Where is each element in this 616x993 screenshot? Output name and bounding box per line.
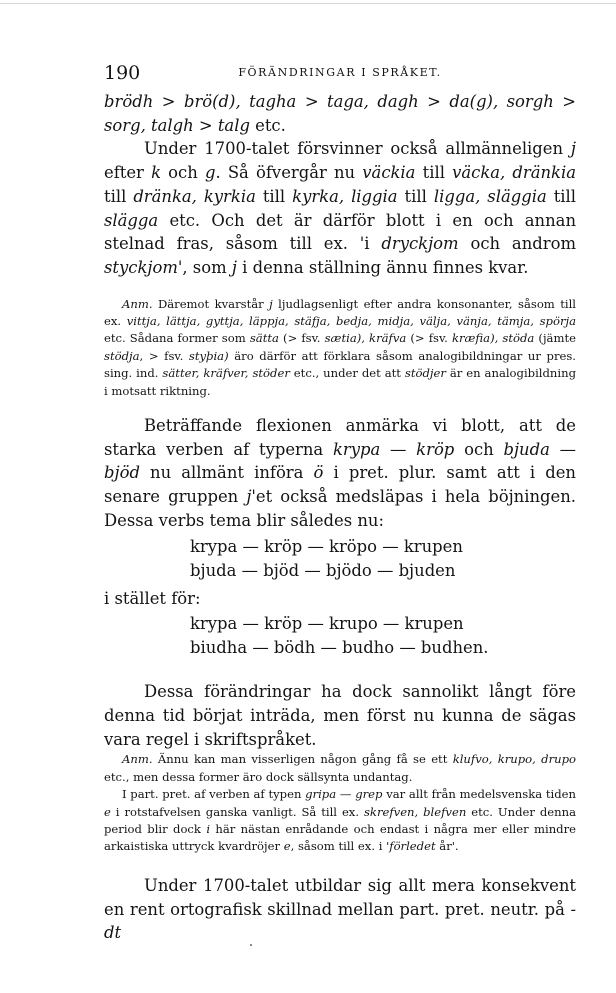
text-run: > xyxy=(418,92,450,111)
paragraph xyxy=(104,414,576,533)
italic-run: k xyxy=(151,163,161,183)
footnote-remark xyxy=(104,296,576,400)
paradigm-line: krypa — kröp — kröpo — krupen xyxy=(190,536,463,556)
paragraph xyxy=(104,137,576,279)
italic-run: Anm. xyxy=(122,296,153,311)
footnote-remark xyxy=(104,786,576,856)
italic-run: -dt xyxy=(104,899,576,943)
page-header xyxy=(104,60,576,84)
italic-run: förledet xyxy=(389,839,436,854)
paradigm-line: krypa — kröp — krupo — krupen xyxy=(190,614,464,634)
text-run: , såsom till ex. i ' xyxy=(290,839,390,854)
italic-run: bjuda xyxy=(503,439,550,459)
paragraph xyxy=(104,680,576,751)
text-run: (jämte xyxy=(534,331,576,346)
text-run: och xyxy=(454,439,504,459)
footnote-remark xyxy=(104,751,576,786)
italic-run: da(g), sorgh xyxy=(449,92,554,111)
text-run: ', som xyxy=(177,257,232,277)
italic-run: styþia) xyxy=(188,348,229,363)
text-run: > xyxy=(193,115,218,135)
paradigm-line: bjuda — bjöd — bjödo — bjuden xyxy=(190,560,456,580)
text-run: till xyxy=(104,186,134,206)
verb-paradigm-old xyxy=(190,612,576,660)
text-run: — xyxy=(380,439,417,459)
instead-label: i stället för: xyxy=(104,588,201,608)
paragraph xyxy=(104,90,576,137)
text-run: år'. xyxy=(435,839,459,854)
text-run: ljudlagsenligt efter andra konsonanter, såsom till ex. xyxy=(104,296,576,329)
text-run: nu allmänt införa xyxy=(139,463,314,483)
italic-run: sætia), kräfva xyxy=(324,331,407,346)
verb-paradigm-new xyxy=(190,535,576,583)
italic-run: slägga xyxy=(104,210,159,230)
italic-run: kyrka, liggia xyxy=(292,186,398,206)
paragraph xyxy=(104,874,576,945)
text-run: (> fsv. xyxy=(278,331,325,346)
text-run: , > fsv. xyxy=(139,348,189,363)
text-run: i denna ställning ännu finnes kvar. xyxy=(236,257,529,277)
italic-run: e xyxy=(104,804,111,819)
text-run: Ännu kan man visserligen någon gång få se ett xyxy=(152,752,453,767)
italic-run: sätter, kräfver, stöder xyxy=(162,366,290,381)
text-run: är en analogibildning i motsatt riktning. xyxy=(104,366,576,398)
italic-run: j xyxy=(246,487,252,507)
text-run: . Så öfvergår nu xyxy=(215,163,363,183)
text-run: i pret. plur. samt att i den senare gruppen xyxy=(104,463,576,507)
italic-run: bjöd xyxy=(104,463,140,483)
italic-run: dränka, kyrkia xyxy=(133,186,256,206)
italic-run: i xyxy=(206,822,211,837)
text-run: var allt från medelsvenska tiden xyxy=(382,787,576,802)
italic-run: taga, dagh xyxy=(327,92,419,111)
text-run: 'et också medsläpas i hela böjningen. Dessa verbs tema blir således nu: xyxy=(104,487,576,530)
text-run: till xyxy=(255,186,293,206)
text-run: Under 1700-talet utbildar sig allt mera konsekvent en rent ortografisk skillnad mellan part. pret. neutr. på xyxy=(104,875,576,919)
text-run: I part. pret. af verben af typen xyxy=(122,787,306,802)
text-run: till xyxy=(415,163,453,183)
italic-run: grep xyxy=(355,787,383,802)
text-run: efter xyxy=(104,163,152,183)
running-head: FÖRÄNDRINGAR I SPRÅKET. xyxy=(238,66,442,79)
italic-run: skrefven, blefven xyxy=(363,804,467,819)
italic-run: sätta xyxy=(249,331,279,346)
text-run: — xyxy=(549,439,577,459)
italic-run: klufvo, krupo, drupo xyxy=(452,752,577,767)
italic-run: väckia xyxy=(362,163,416,183)
page-text xyxy=(104,90,576,945)
italic-run: väcka, dränkia xyxy=(452,163,577,183)
italic-run: brö(d), tagha xyxy=(183,92,297,111)
text-run: till xyxy=(546,186,577,206)
italic-run: krypa xyxy=(332,439,381,459)
top-rule xyxy=(0,3,616,4)
text-run: etc. Och det är därför blott i en och annan stelnad fras, såsom till ex. 'i xyxy=(104,210,576,254)
text-run: Beträffande flexionen anmärka vi blott, att de starka verben af typerna xyxy=(104,416,576,459)
italic-run: ligga, släggia xyxy=(433,186,547,206)
text-run: till xyxy=(397,186,434,206)
text-run: (> fsv. xyxy=(406,331,452,346)
text-run: Dessa förändringar ha dock sannolikt långt före denna tid börjat inträda, men först nu kunna de sägas vara regel i skriftspråket. xyxy=(104,682,576,749)
text-run: > xyxy=(553,92,577,111)
text-run: etc., men dessa former äro dock sällsynta undantag. xyxy=(104,769,413,784)
text-run: Under 1700-talet försvinner också allmänneligen xyxy=(144,139,571,159)
text-run: här nästan enrådande och endast i några mer eller mindre arkaistiska uttryck kvardröjer xyxy=(104,822,576,854)
text-run: etc. Sådana former som xyxy=(104,331,250,346)
italic-run: j xyxy=(269,296,273,311)
text-run: etc., under det att xyxy=(289,366,405,381)
text-run: äro därför att förklara såsom analogibildningar ur pres. sing. ind. xyxy=(104,348,576,381)
italic-run: dryckjom xyxy=(381,234,459,254)
italic-run: talg xyxy=(217,115,250,135)
text-run: etc. xyxy=(249,115,286,135)
italic-run: stödja xyxy=(104,348,140,363)
page-number: 190 xyxy=(104,62,141,84)
text-run: > xyxy=(153,92,184,111)
italic-run: kræfia), stöda xyxy=(451,331,535,346)
text-run: Däremot kvarstår xyxy=(152,296,270,311)
text-run: och androm xyxy=(458,234,576,254)
italic-run: stödjer xyxy=(404,366,446,381)
italic-run: kröp xyxy=(416,439,455,459)
italic-run: Anm. xyxy=(122,752,153,767)
text-run: > xyxy=(296,92,328,111)
italic-run: brödh xyxy=(104,92,154,111)
text-run: — xyxy=(336,787,356,802)
italic-run: j xyxy=(231,257,237,277)
text-run: i rotstafvelsen ganska vanligt. Så till ex. xyxy=(110,804,364,819)
italic-run: styckjom xyxy=(104,257,178,277)
italic-run: gripa xyxy=(305,787,337,802)
italic-run: sorg, talgh xyxy=(104,115,194,135)
print-dot xyxy=(250,944,252,946)
italic-run: e xyxy=(283,839,291,854)
italic-run: g xyxy=(204,163,216,183)
italic-run: j xyxy=(570,139,576,159)
italic-run: vittja, lättja, gyttja, läppja, stäfja, bedja, midja, välja, vänja, tämja, spörja xyxy=(126,314,576,329)
italic-run: ö xyxy=(313,463,324,483)
text-run: etc. Under denna period blir dock xyxy=(104,804,576,837)
paradigm-line: biudha — bödh — budho — budhen. xyxy=(190,638,489,658)
text-run: och xyxy=(161,163,205,183)
